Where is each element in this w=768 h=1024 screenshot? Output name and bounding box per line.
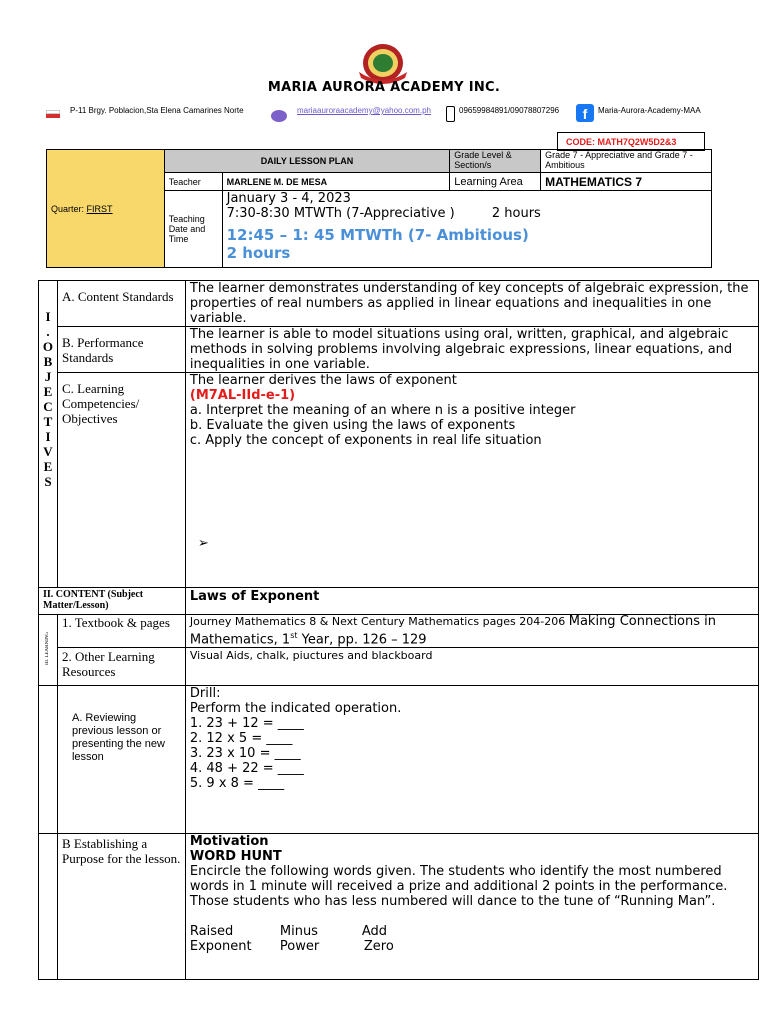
school-facebook: Maria-Aurora-Academy-MAA — [598, 106, 701, 115]
drill-item: 4. 48 + 22 = ____ — [189, 761, 304, 777]
grade-level-value: Grade 7 - Appreciative and Grade 7 - Ambitious — [541, 150, 712, 173]
other-resources-value: Visual Aids, chalk, piuctures and blackboard — [185, 648, 758, 686]
competency-item: c. Apply the concept of exponents in real life situation — [189, 433, 542, 448]
school-email[interactable]: mariaauroraacademy@yahoo.com.ph — [297, 106, 431, 115]
competencies-label: C. Learning Competencies/ Objectives — [57, 373, 185, 588]
performance-standards-text: The learner is able to model situations using oral, written, graphical, and algebraic methods in solving problems involving algebraic expressions, linear equations, and inequalities in one variable. — [185, 327, 758, 373]
word: Zero — [363, 939, 394, 955]
teaching-date-value — [222, 191, 711, 268]
phone-icon — [446, 106, 455, 122]
school-address: P-11 Brgy. Poblacion,Sta Elena Camarines Norte — [70, 106, 244, 115]
email-icon — [271, 110, 287, 122]
quarter-value: FIRST — [86, 203, 113, 214]
date-line-3: 12:45 – 1: 45 MTWTh (7- Ambitious) — [226, 226, 529, 244]
content-standards-text: The learner demonstrates understanding of key concepts of algebraic expression, the properties of real numbers as applied in linear equations and inequalities in one variable. — [185, 281, 758, 327]
school-phone: 09659984891/09078807296 — [459, 106, 560, 115]
drill-item: 5. 9 x 8 = ____ — [189, 776, 285, 792]
motivation-title: Motivation — [189, 834, 269, 850]
review-lesson-label: A. Reviewing previous lesson or presenting the new lesson — [57, 686, 185, 834]
lesson-plan-body — [38, 280, 759, 980]
performance-standards-label: B. Performance Standards — [57, 327, 185, 373]
drill-item: 1. 23 + 12 = ____ — [189, 716, 304, 732]
word-row — [190, 924, 754, 939]
purpose-label: B Establishing a Purpose for the lesson. — [57, 834, 185, 980]
date-line-2: 7:30-8:30 MTWTh (7-Appreciative ) 2 hours — [226, 206, 541, 221]
content-value: Laws of Exponent — [185, 588, 758, 615]
objectives-section-label — [39, 281, 58, 588]
quarter-cell: Quarter: FIRST — [47, 150, 165, 268]
content-standards-label: A. Content Standards — [57, 281, 185, 327]
procedure-spacer — [39, 686, 58, 834]
competency-item: b. Evaluate the given using the laws of exponents — [189, 418, 516, 433]
drill-item: 2. 12 x 5 = ____ — [189, 731, 293, 747]
drill-item: 3. 23 x 10 = ____ — [189, 746, 301, 762]
content-label: II. CONTENT (Subject Matter/Lesson) — [39, 588, 186, 615]
grade-level-label: Grade Level & Section/s — [450, 150, 541, 173]
procedure-spacer — [39, 834, 58, 980]
word: Minus — [279, 924, 318, 940]
date-line-1: January 3 - 4, 2023 — [226, 191, 351, 206]
competencies-cell — [185, 373, 758, 588]
purpose-cell — [185, 834, 758, 980]
learning-area-label: Learning Area — [450, 173, 541, 191]
word: Raised — [189, 924, 234, 940]
drill-title: Drill: — [189, 686, 221, 702]
textbook-value: Journey Mathematics 8 & Next Century Mathematics pages 204-206 Making Connections in Mathematics, 1st Year, pp. 126 – 129 — [185, 615, 758, 648]
word: Exponent — [189, 939, 252, 955]
word: Power — [279, 939, 320, 955]
objectives-vertical-text: I . O B J E C T I V E S — [42, 309, 54, 489]
word-row — [190, 939, 754, 954]
competency-item: a. Interpret the meaning of an where n is a positive integer — [189, 403, 576, 418]
textbook-label: 1. Textbook & pages — [57, 615, 185, 648]
arrow-bullet-icon: ➢ — [197, 536, 209, 551]
word: Add — [361, 924, 388, 940]
review-lesson-cell — [185, 686, 758, 834]
teacher-label: Teacher — [164, 173, 222, 191]
resources-section-label: III. LEARNING — [39, 615, 58, 686]
school-name: MARIA AURORA ACADEMY INC. — [267, 80, 501, 95]
word-hunt-instruction: Encircle the following words given. The students who identify the most numbered words in 1 minute will received a prize and additional 2 points in the performance. Those students who has less numbered will dance to the tune of “Running Man”. — [189, 864, 728, 910]
date-line-4: 2 hours — [226, 244, 291, 262]
lesson-code: CODE: MATH7Q2W5D2&3 — [557, 132, 705, 151]
word-hunt-title: WORD HUNT — [189, 849, 282, 865]
teacher-value: MARLENE M. DE MESA — [222, 173, 450, 191]
flag-icon — [46, 110, 60, 118]
teaching-date-label: Teaching Date and Time — [164, 191, 222, 268]
plan-title: DAILY LESSON PLAN — [164, 150, 450, 173]
learning-area-value: MATHEMATICS 7 — [541, 173, 712, 191]
school-logo — [353, 42, 413, 84]
other-resources-label: 2. Other Learning Resources — [57, 648, 185, 686]
lesson-plan-header — [46, 149, 712, 268]
competencies-code: (M7AL-IId-e-1) — [189, 388, 296, 403]
drill-instruction: Perform the indicated operation. — [189, 701, 402, 717]
competencies-intro: The learner derives the laws of exponent — [189, 373, 457, 388]
facebook-icon: f — [576, 104, 594, 122]
